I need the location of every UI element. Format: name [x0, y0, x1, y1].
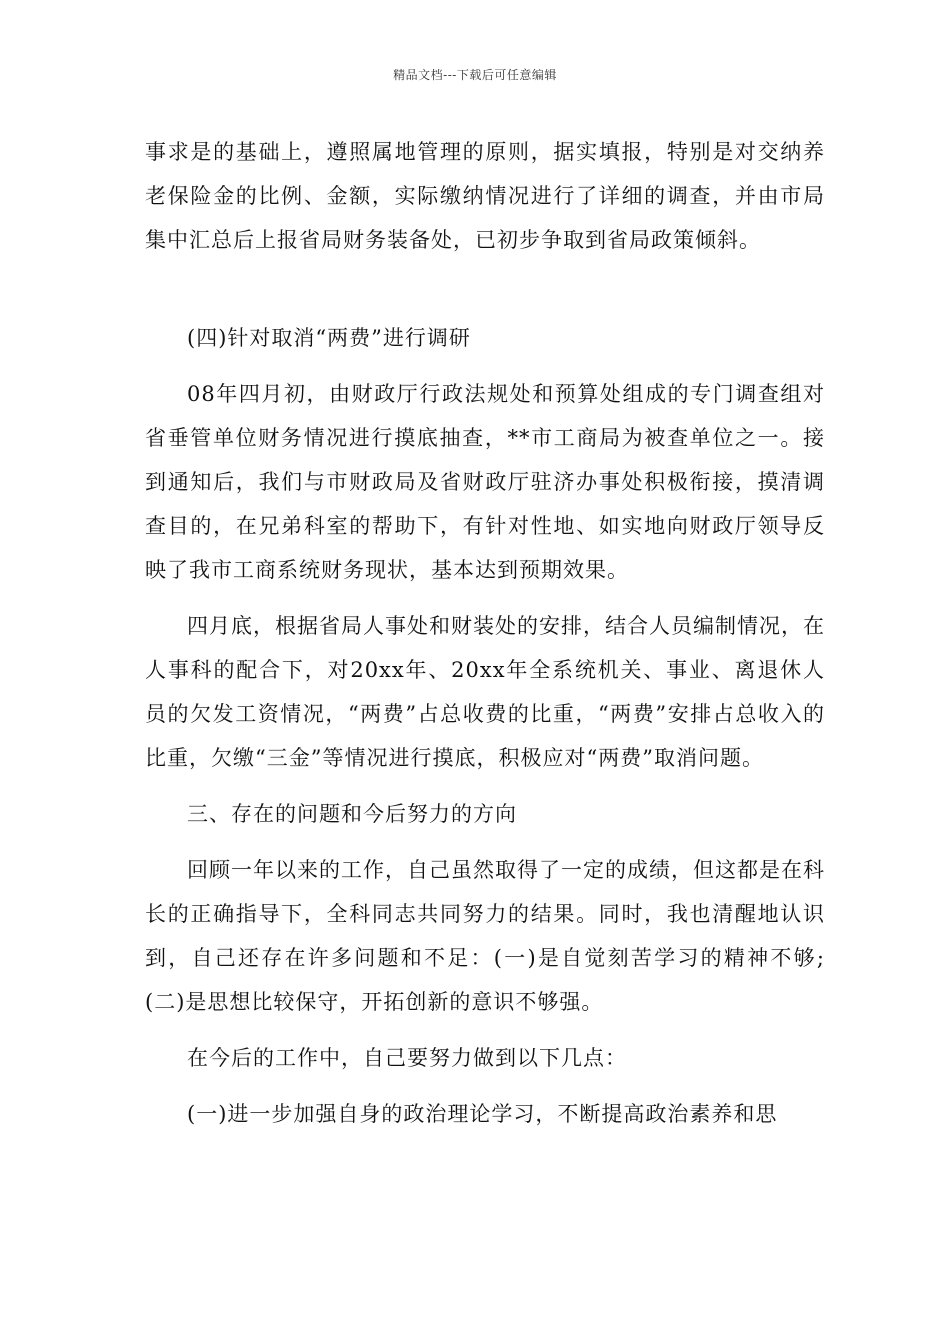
paragraph-investigation: 08年四月初，由财政厅行政法规处和预算处组成的专门调查组对省垂管单位财务情况进行摸底抽查，**市工商局为被查单位之一。接到通知后，我们与市财政局及省财政厅驻济办事处积极衔接，摸清调查目的，在兄弟科室的帮助下，有针对性地、如实地向财政厅领导反映了我市工商系统财务现状，基本达到预期效果。 — [145, 382, 825, 582]
paragraph-continuation: 事求是的基础上，遵照属地管理的原则，据实填报，特别是对交纳养老保险金的比例、金额，实际缴纳情况进行了详细的调查，并由市局集中汇总后上报省局财务装备处，已初步争取到省局政策倾斜。 — [145, 140, 825, 252]
paragraph-review: 回顾一年以来的工作，自己虽然取得了一定的成绩，但这都是在科长的正确指导下，全科同志共同努力的结果。同时，我也清醒地认识到，自己还存在许多问题和不足：(一)是自觉刻苦学习的精神不够;(二)是思想比较保守，开拓创新的意识不够强。 — [145, 858, 825, 1014]
section-heading-3: 三、存在的问题和今后努力的方向 — [187, 802, 517, 826]
paragraph-future-intro: 在今后的工作中，自己要努力做到以下几点： — [187, 1046, 627, 1070]
page-header: 精品文档---下载后可任意编辑 — [393, 68, 557, 82]
paragraph-end-of-april: 四月底，根据省局人事处和财装处的安排，结合人员编制情况，在人事科的配合下，对20xx年、20xx年全系统机关、事业、离退休人员的欠发工资情况，“两费”占总收费的比重，“两费”安排占总收入的比重，欠缴“三金”等情况进行摸底，积极应对“两费”取消问题。 — [145, 614, 825, 770]
paragraph-point-1: (一)进一步加强自身的政治理论学习，不断提高政治素养和思 — [187, 1102, 778, 1126]
section-heading-4: (四)针对取消“两费”进行调研 — [187, 326, 471, 350]
document-body — [145, 130, 825, 1136]
